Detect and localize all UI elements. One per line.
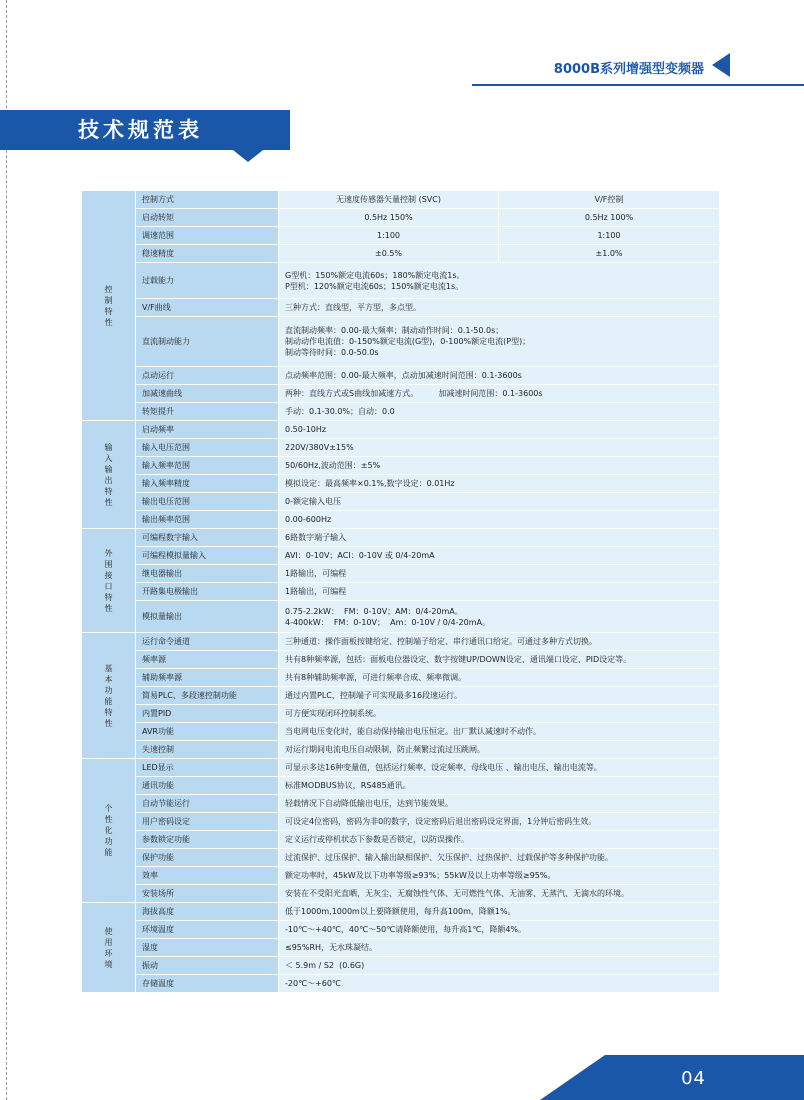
spec-value — [279, 565, 720, 583]
table-row — [82, 795, 720, 813]
category-label: 外围接口特性 — [104, 548, 113, 613]
spec-value — [279, 299, 720, 317]
table-row — [82, 245, 720, 263]
spec-name: 加减速曲线 — [136, 385, 279, 403]
spec-name: 振动 — [136, 957, 279, 975]
spec-value-line: -20℃～+60℃ — [285, 979, 341, 988]
table-row — [82, 475, 720, 493]
spec-value — [279, 849, 720, 867]
category-cell — [82, 421, 136, 529]
category-label: 个性化功能 — [104, 804, 113, 857]
table-row — [82, 529, 720, 547]
spec-value — [279, 511, 720, 529]
spec-value-line: 共有8种频率源，包括：面板电位器设定、数字按键UP/DOWN设定、通讯端口设定、PID设定等。 — [285, 655, 632, 664]
spec-value: ±1.0% — [499, 245, 720, 263]
spec-name: 可编程模拟量输入 — [136, 547, 279, 565]
spec-value-line: 三种方式：直线型，平方型，多点型。 — [285, 303, 421, 312]
spec-value — [279, 831, 720, 849]
spec-value-line: 手动：0.1-30.0%；自动：0.0 — [285, 407, 395, 416]
table-row — [82, 777, 720, 795]
table-row — [82, 191, 720, 209]
spec-name: 通讯功能 — [136, 777, 279, 795]
table-row — [82, 885, 720, 903]
spec-value-line: 1路输出，可编程 — [285, 587, 347, 596]
spec-name: 过载能力 — [136, 263, 279, 299]
table-row — [82, 583, 720, 601]
spec-value — [279, 867, 720, 885]
table-row — [82, 849, 720, 867]
table-row — [82, 633, 720, 651]
table-row — [82, 421, 720, 439]
spec-value: 1:100 — [279, 227, 499, 245]
spec-name: 简易PLC、多段速控制功能 — [136, 687, 279, 705]
page-number: 04 — [681, 1068, 706, 1089]
spec-value — [279, 439, 720, 457]
spec-value-line: 定义运行或停机状态下参数是否锁定，以防误操作。 — [285, 835, 469, 844]
spec-value-line: 制动等待时间：0.0-50.0s — [285, 348, 379, 357]
table-row — [82, 939, 720, 957]
spec-name: 控制方式 — [136, 191, 279, 209]
table-row — [82, 547, 720, 565]
spec-value-line: AVI：0-10V；ACI：0-10V 或 0/4-20mA — [285, 551, 435, 560]
spec-value-line: 轻载情况下自动降低输出电压，达到节能效果。 — [285, 799, 453, 808]
spec-value — [279, 939, 720, 957]
spec-value — [279, 493, 720, 511]
spec-value-line: 额定功率时，45kW及以下功率等级≥93%；55kW及以上功率等级≥95%。 — [285, 871, 556, 880]
spec-name: 运行命令通道 — [136, 633, 279, 651]
spec-value-line: 4-400kW： FM：0-10V； Am：0-10V / 0/4-20mA。 — [285, 617, 490, 627]
table-row — [82, 723, 720, 741]
product-title: 8000B系列增强型变频器 — [553, 62, 704, 77]
spec-name: 输入电压范围 — [136, 439, 279, 457]
spec-name: 失速控制 — [136, 741, 279, 759]
spec-value-line: 可显示多达16种变量值，包括运行频率、设定频率、母线电压 、输出电压、输出电流等。 — [285, 763, 602, 772]
spec-value — [279, 975, 720, 993]
table-row — [82, 299, 720, 317]
table-row — [82, 209, 720, 227]
table-row — [82, 263, 720, 299]
section-notch-icon — [233, 150, 263, 162]
spec-value-line: 两种：直线方式或S曲线加减速方式。 加减速时间范围：0.1-3600s — [285, 389, 543, 398]
table-row — [82, 831, 720, 849]
spec-value-line: ≤95%RH，无水珠凝结。 — [285, 943, 378, 952]
spec-value — [279, 651, 720, 669]
spec-value-line: 可方便实现闭环控制系统。 — [285, 709, 381, 718]
spec-value-line: 220V/380V±15% — [285, 443, 354, 452]
spec-name: 参数锁定功能 — [136, 831, 279, 849]
spec-value-line: 通过内置PLC、控制端子可实现最多16段速运行。 — [285, 691, 463, 700]
spec-name: 湿度 — [136, 939, 279, 957]
table-row — [82, 741, 720, 759]
spec-value-line: 1路输出，可编程 — [285, 569, 347, 578]
spec-value — [279, 367, 720, 385]
table-row — [82, 565, 720, 583]
spec-value — [279, 741, 720, 759]
spec-value — [279, 633, 720, 651]
spec-value — [279, 885, 720, 903]
category-label: 使用环境 — [104, 926, 113, 969]
spec-value — [279, 795, 720, 813]
table-row — [82, 957, 720, 975]
category-label: 输入输出特性 — [104, 442, 113, 507]
binding-margin-line — [6, 0, 7, 1100]
table-row — [82, 493, 720, 511]
spec-name: 稳速精度 — [136, 245, 279, 263]
table-row — [82, 227, 720, 245]
table-row — [82, 511, 720, 529]
spec-value — [279, 403, 720, 421]
spec-name: 内置PID — [136, 705, 279, 723]
spec-value-line: 低于1000m,1000m以上要降额使用，每升高100m，降额1%。 — [285, 907, 516, 916]
spec-name: 开路集电极输出 — [136, 583, 279, 601]
spec-name: 输出电压范围 — [136, 493, 279, 511]
spec-value: 0.5Hz 150% — [279, 209, 499, 227]
category-label: 控制特性 — [104, 284, 113, 327]
spec-value — [279, 457, 720, 475]
table-row — [82, 813, 720, 831]
spec-value — [279, 903, 720, 921]
spec-value: 无速度传感器矢量控制 (SVC) — [279, 191, 499, 209]
table-row — [82, 921, 720, 939]
category-label: 基本功能特性 — [104, 663, 113, 728]
spec-value: V/F控制 — [499, 191, 720, 209]
category-cell — [82, 191, 136, 421]
spec-value-line: 三种通道：操作面板按键给定、控制端子给定、串行通讯口给定。可通过多种方式切换。 — [285, 637, 597, 646]
spec-name: 海拔高度 — [136, 903, 279, 921]
spec-value-line: P型机：120%额定电流60s；150%额定电流1s。 — [285, 281, 464, 291]
spec-value: 0.5Hz 100% — [499, 209, 720, 227]
table-row — [82, 367, 720, 385]
table-row — [82, 867, 720, 885]
spec-value-line: 制动动作电流值：0-150%额定电流(G型)，0-100%额定电流(P型)； — [285, 337, 531, 346]
spec-value-line: ＜ 5.9m / S2 (0.6G) — [285, 961, 365, 970]
spec-value-line: 标准MODBUS协议，RS485通讯。 — [285, 781, 411, 790]
spec-value — [279, 601, 720, 633]
spec-value-line: 0-额定输入电压 — [285, 497, 341, 506]
spec-name: 启动转矩 — [136, 209, 279, 227]
spec-value — [279, 921, 720, 939]
spec-value: 1:100 — [499, 227, 720, 245]
header-divider — [472, 84, 804, 86]
header-arrow-icon — [712, 53, 730, 77]
spec-value — [279, 777, 720, 795]
spec-value-line: 安装在不受阳光直晒，无灰尘、无腐蚀性气体、无可燃性气体、无油雾、无蒸汽、无滴水的环境。 — [285, 889, 629, 898]
spec-value-line: 过流保护、过压保护、输入输出缺相保护、欠压保护、过热保护、过载保护等多种保护功能。 — [285, 853, 613, 862]
spec-value-line: 可设定4位密码，密码为非0的数字，设定密码后退出密码设定界面，1分钟后密码生效。 — [285, 817, 597, 826]
spec-name: 自动节能运行 — [136, 795, 279, 813]
table-row — [82, 457, 720, 475]
spec-name: 输出频率范围 — [136, 511, 279, 529]
spec-name: 环境温度 — [136, 921, 279, 939]
spec-value — [279, 547, 720, 565]
spec-value-line: 对运行期间电流电压自动限制，防止频繁过流过压跳闸。 — [285, 745, 485, 754]
table-row — [82, 439, 720, 457]
spec-name: AVR功能 — [136, 723, 279, 741]
spec-value — [279, 723, 720, 741]
table-row — [82, 687, 720, 705]
spec-name: 启动频率 — [136, 421, 279, 439]
spec-table — [81, 190, 720, 993]
table-row — [82, 975, 720, 993]
spec-value-line: G型机：150%额定电流60s；180%额定电流1s。 — [285, 270, 465, 280]
spec-value-line: 直流制动频率：0.00-最大频率；制动动作时间：0.1-50.0s； — [285, 326, 504, 335]
spec-name: 输入频率精度 — [136, 475, 279, 493]
spec-name: 可编程数字输入 — [136, 529, 279, 547]
spec-value — [279, 687, 720, 705]
spec-value — [279, 317, 720, 367]
spec-name: V/F曲线 — [136, 299, 279, 317]
table-row — [82, 903, 720, 921]
table-row — [82, 317, 720, 367]
category-cell — [82, 529, 136, 633]
spec-value-line: 50/60Hz,波动范围：±5% — [285, 461, 381, 470]
table-row — [82, 403, 720, 421]
spec-value — [279, 421, 720, 439]
spec-value: ±0.5% — [279, 245, 499, 263]
spec-value-line: 点动频率范围：0.00-最大频率，点动加减速时间范围：0.1-3600s — [285, 371, 522, 380]
spec-name: 模拟量输出 — [136, 601, 279, 633]
spec-value-line: 0.50-10Hz — [285, 425, 327, 434]
spec-value — [279, 263, 720, 299]
spec-value — [279, 759, 720, 777]
spec-value — [279, 529, 720, 547]
spec-name: 辅助频率源 — [136, 669, 279, 687]
spec-name: 调速范围 — [136, 227, 279, 245]
footer-band — [540, 1055, 804, 1100]
spec-value-line: 共有8种辅助频率源，可进行频率合成、频率微调。 — [285, 673, 467, 682]
table-row — [82, 705, 720, 723]
spec-value-line: -10℃～+40℃，40℃～50℃请降额使用，每升高1℃，降额4%。 — [285, 925, 527, 934]
spec-value — [279, 669, 720, 687]
category-cell — [82, 633, 136, 759]
spec-name: 用户密码设定 — [136, 813, 279, 831]
spec-value-line: 当电网电压变化时，能自动保持输出电压恒定。出厂默认减速时不动作。 — [285, 727, 541, 736]
category-cell — [82, 903, 136, 993]
table-row — [82, 601, 720, 633]
spec-value-line: 0.75-2.2kW： FM：0-10V；AM：0/4-20mA。 — [285, 606, 463, 616]
spec-name: 点动运行 — [136, 367, 279, 385]
spec-name: 输入频率范围 — [136, 457, 279, 475]
spec-name: 频率源 — [136, 651, 279, 669]
table-row — [82, 385, 720, 403]
spec-value — [279, 385, 720, 403]
table-row — [82, 651, 720, 669]
spec-value-line: 0.00-600Hz — [285, 515, 332, 524]
spec-value — [279, 957, 720, 975]
spec-name: 安装场所 — [136, 885, 279, 903]
table-row — [82, 669, 720, 687]
spec-name: 存储温度 — [136, 975, 279, 993]
spec-value — [279, 813, 720, 831]
spec-name: 继电器输出 — [136, 565, 279, 583]
spec-name: 保护功能 — [136, 849, 279, 867]
spec-value-line: 6路数字端子输入 — [285, 533, 347, 542]
spec-value — [279, 705, 720, 723]
spec-name: 效率 — [136, 867, 279, 885]
spec-value-line: 模拟设定：最高频率×0.1%,数字设定：0.01Hz — [285, 479, 455, 488]
spec-name: LED显示 — [136, 759, 279, 777]
section-title: 技术规范表 — [78, 118, 203, 142]
spec-name: 直流制动能力 — [136, 317, 279, 367]
table-row — [82, 759, 720, 777]
spec-value — [279, 475, 720, 493]
spec-name: 转矩提升 — [136, 403, 279, 421]
category-cell — [82, 759, 136, 903]
spec-value — [279, 583, 720, 601]
